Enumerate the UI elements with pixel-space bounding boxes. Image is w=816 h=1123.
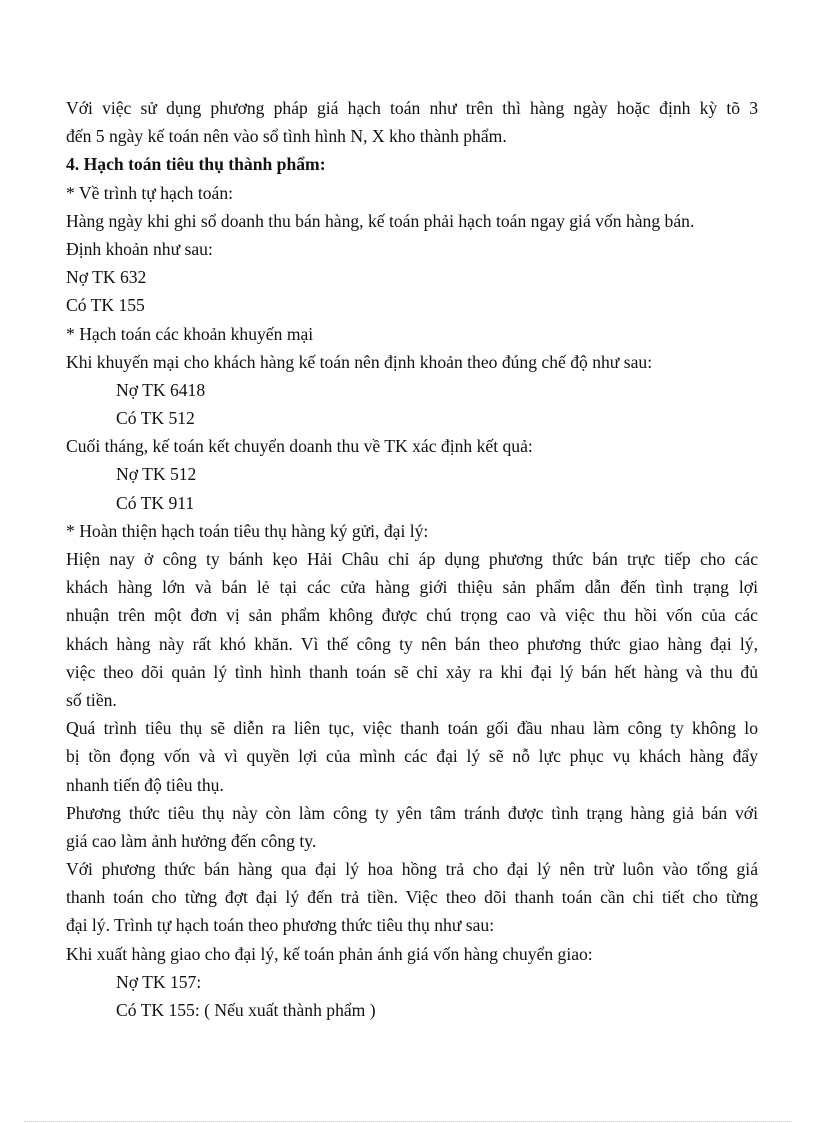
document-body [66, 94, 758, 1024]
page-bottom-rule [24, 1121, 792, 1122]
subheading: * Hạch toán các khoản khuyến mại [66, 323, 314, 344]
account-entry: Nợ TK 512 [116, 464, 197, 485]
account-entry: Có TK 911 [116, 492, 195, 513]
paragraph-line: Phương thức tiêu thụ này còn làm công ty yên tâm tránh được tình trạng hàng giả bán với [66, 802, 758, 823]
paragraph-line: Hiện nay ở công ty bánh kẹo Hải Châu chỉ áp dụng phương thức bán trực tiếp cho các [66, 549, 758, 569]
paragraph-line: bị tồn đọng vốn và vì quyền lợi của mình các đại lý sẽ nỗ lực phục vụ khách hàng đẩy [66, 746, 758, 767]
paragraph-line: đến 5 ngày kế toán nên vào sổ tình hình N, X kho thành phẩm. [66, 126, 507, 147]
subheading: * Về trình tự hạch toán: [66, 182, 234, 203]
paragraph-line: việc theo dõi quản lý tình hình thanh toán sẽ chỉ xảy ra khi đại lý bán hết hàng và thu đủ [66, 661, 758, 682]
paragraph-line: giá cao làm ảnh hưởng đến công ty. [66, 830, 317, 851]
paragraph-line: thanh toán cho từng đợt đại lý đến trả tiền. Việc theo dõi thanh toán cần chi tiết cho từng [66, 887, 758, 908]
paragraph-line: nhuận trên một đơn vị sản phẩm không được chú trọng cao và việc thu hồi vốn của các [66, 605, 758, 626]
paragraph-line: Khi xuất hàng giao cho đại lý, kế toán phản ánh giá vốn hàng chuyển giao: [66, 943, 593, 964]
paragraph-line: Định khoản như sau: [66, 238, 213, 259]
account-entry: Có TK 155 [66, 295, 145, 316]
paragraph-line: Quá trình tiêu thụ sẽ diễn ra liên tục, việc thanh toán gối đầu nhau làm công ty không lo [66, 718, 758, 739]
account-entry: Nợ TK 632 [66, 267, 147, 288]
account-entry: Có TK 512 [116, 408, 195, 429]
paragraph-line: Với việc sử dụng phương pháp giá hạch toán như trên thì hàng ngày hoặc định kỳ tõ 3 [66, 98, 758, 118]
paragraph-line: số tiền. [66, 689, 117, 710]
paragraph-line: Với phương thức bán hàng qua đại lý hoa hồng trả cho đại lý nên trừ luôn vào tổng giá [66, 859, 758, 880]
paragraph-line: Cuối tháng, kế toán kết chuyển doanh thu về TK xác định kết quả: [66, 436, 533, 457]
account-entry: Nợ TK 6418 [116, 379, 206, 400]
paragraph-line: Khi khuyến mại cho khách hàng kế toán nên định khoản theo đúng chế độ như sau: [66, 351, 653, 372]
account-entry: Có TK 155: ( Nếu xuất thành phẩm ) [116, 1000, 376, 1020]
paragraph-line: khách hàng lớn và bán lẻ tại các cửa hàng giới thiệu sản phẩm dẫn đến tình trạng lợi [66, 577, 758, 598]
paragraph-line: Hàng ngày khi ghi sổ doanh thu bán hàng, kế toán phải hạch toán ngay giá vốn hàng bán. [66, 210, 695, 231]
paragraph-line: khách hàng này rất khó khăn. Vì thế công ty nên bán theo phương thức giao hàng đại lý, [66, 633, 758, 654]
paragraph-line: đại lý. Trình tự hạch toán theo phương thức tiêu thụ như sau: [66, 915, 495, 936]
section-heading: 4. Hạch toán tiêu thụ thành phẩm: [66, 154, 326, 175]
subheading: * Hoàn thiện hạch toán tiêu thụ hàng ký gửi, đại lý: [66, 520, 429, 541]
paragraph-line: nhanh tiến độ tiêu thụ. [66, 774, 224, 795]
account-entry: Nợ TK 157: [116, 971, 202, 992]
